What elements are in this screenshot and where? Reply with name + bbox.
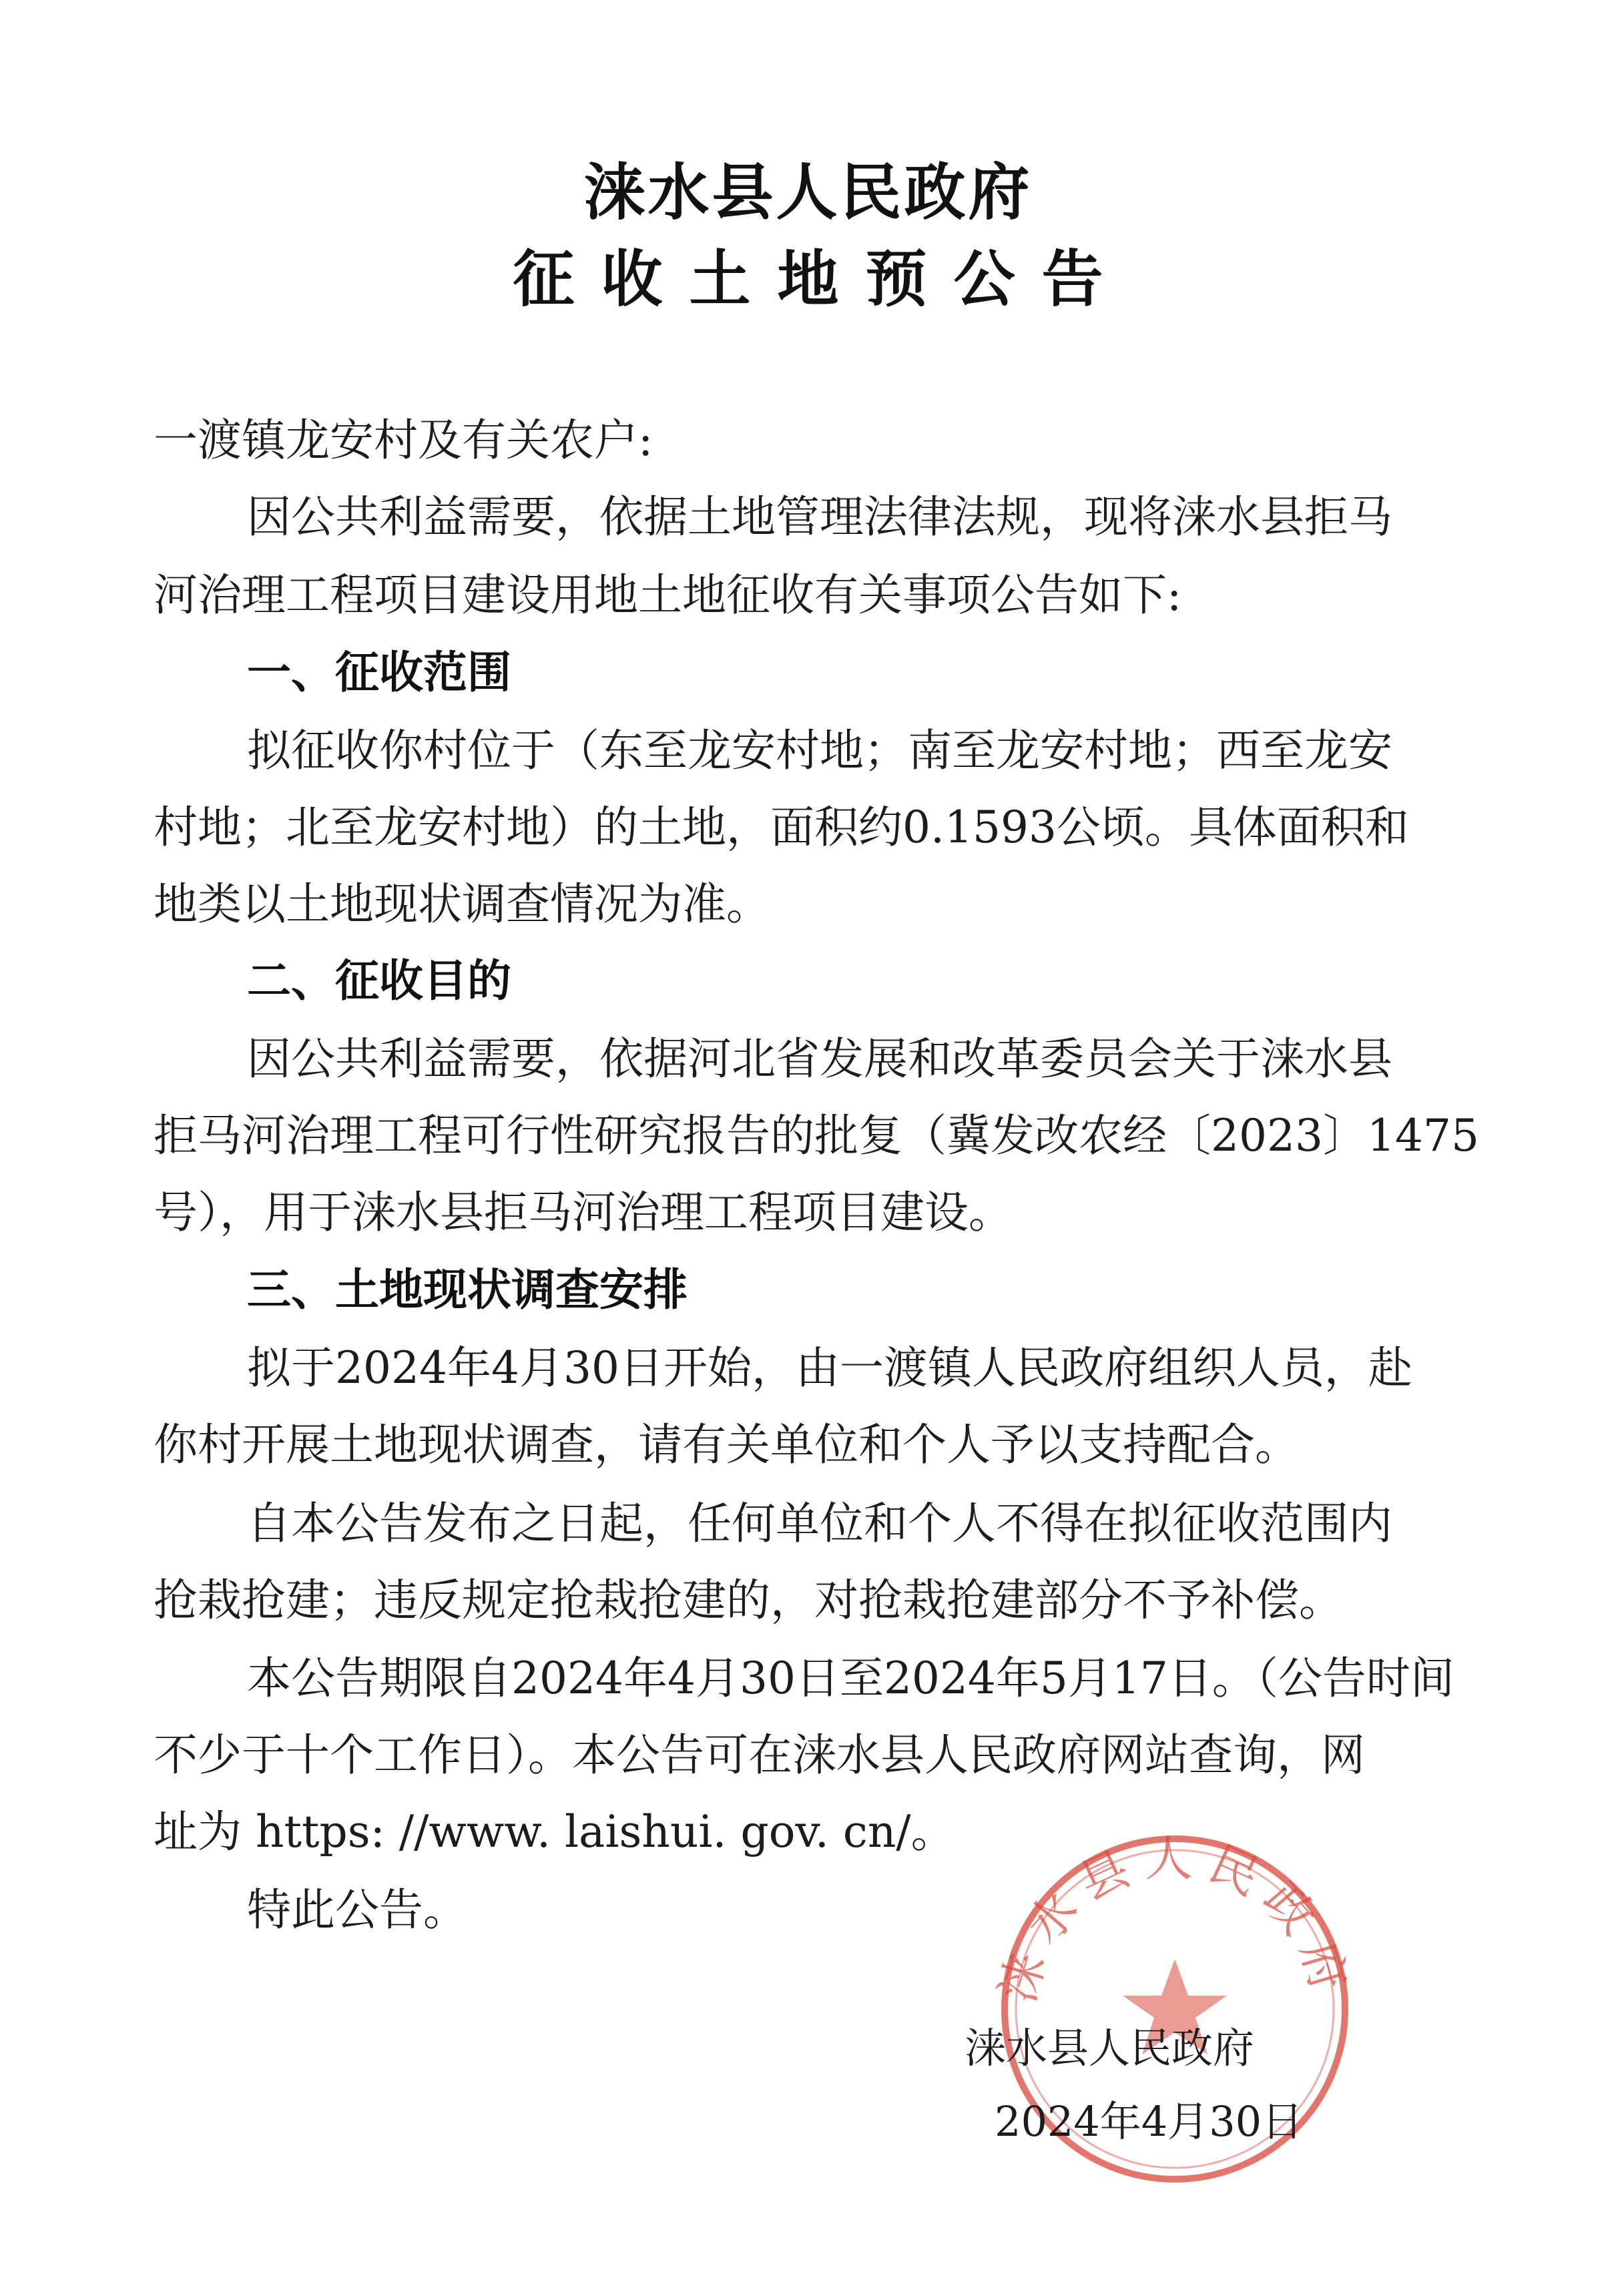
intro-line-2: 河治理工程项目建设用地土地征收有关事项公告如下: [154,569,1182,621]
signature-issuer: 涞水县人民政府 [965,2024,1255,2072]
section3-heading: 三、土地现状调查安排 [247,1264,688,1316]
section1-line-2: 村地；北至龙安村地）的土地，面积约0.1593公顷。具体面积和 [154,802,1409,853]
section2-line-1: 因公共利益需要，依据河北省发展和改革委员会关于涞水县 [247,1033,1392,1085]
section2-line-3: 号），用于涞水县拒马河治理工程项目建设。 [154,1187,1013,1238]
section3-line-1: 拟于2024年4月30日开始，由一渡镇人民政府组织人员，赴 [247,1342,1412,1394]
section3-line-2: 你村开展土地现状调查，请有关单位和个人予以支持配合。 [154,1419,1299,1470]
period-line-2: 不少于十个工作日）。本公告可在涞水县人民政府网站查询，网 [154,1729,1365,1781]
prohibition-line-1: 自本公告发布之日起，任何单位和个人不得在拟征收范围内 [247,1498,1392,1549]
period-line-3: 址为 https: //www. laishui. gov. cn/。 [154,1806,955,1857]
document-title-subject: 征收土地预公告 [513,244,1130,315]
closing-statement: 特此公告。 [247,1884,467,1936]
section2-line-2: 拒马河治理工程可行性研究报告的批复（冀发改农经〔2023〕1475 [154,1110,1479,1161]
section2-heading: 二、征收目的 [247,955,511,1007]
prohibition-line-2: 抢栽抢建；违反规定抢栽抢建的，对抢栽抢建部分不予补偿。 [154,1574,1343,1626]
addressee: 一渡镇龙安村及有关农户: [154,414,653,466]
section1-line-3: 地类以土地现状调查情况为准。 [154,878,770,930]
seal-text-path: 涞水县人民政府 [989,1831,1361,2009]
section1-line-1: 拟征收你村位于（东至龙安村地；南至龙安村地；西至龙安 [247,725,1392,776]
document-title-issuer: 涞水县人民政府 [583,157,1033,228]
period-line-1: 本公告期限自2024年4月30日至2024年5月17日。（公告时间 [247,1653,1454,1704]
signature-date: 2024年4月30日 [995,2097,1304,2146]
intro-line-1: 因公共利益需要，依据土地管理法律法规，现将涞水县拒马 [247,491,1392,543]
section1-heading: 一、征收范围 [247,647,511,698]
